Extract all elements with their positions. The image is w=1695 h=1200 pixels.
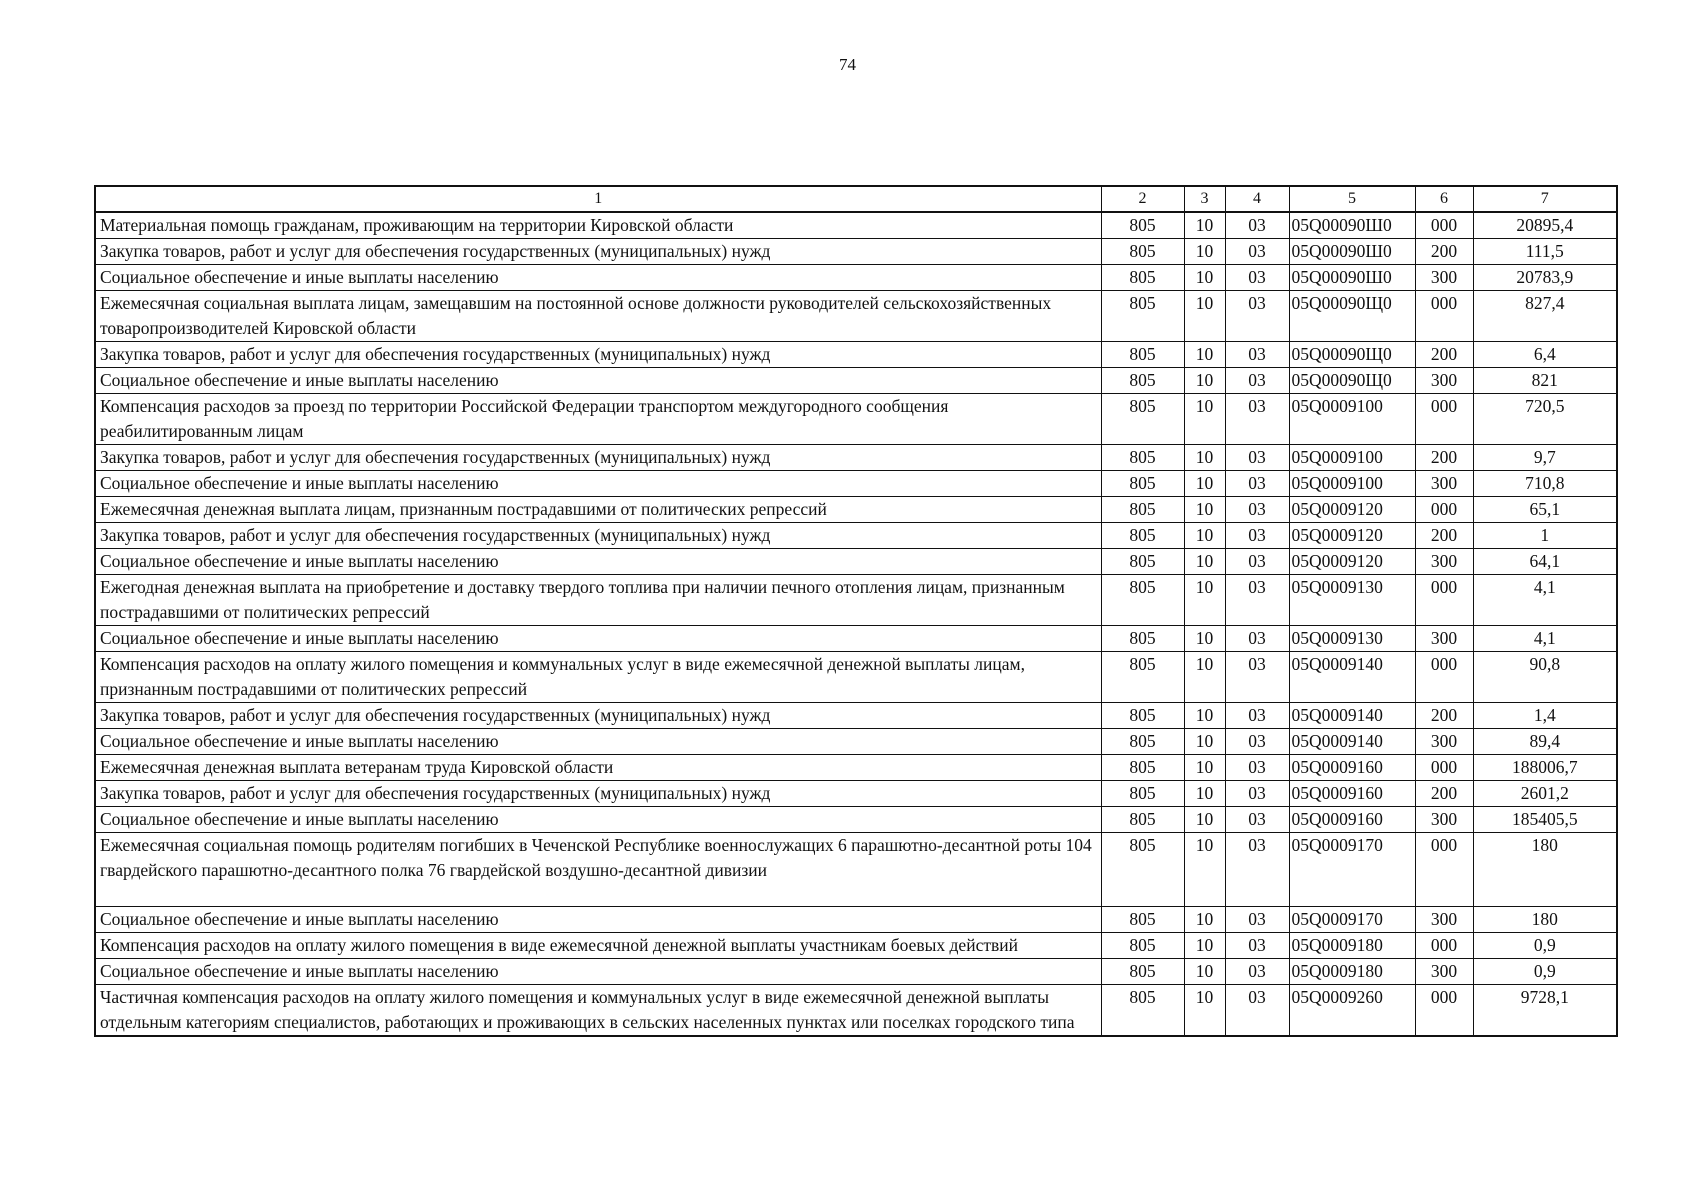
expense-name-cell: Закупка товаров, работ и услуг для обеспечения государственных (муниципальных) нужд — [95, 703, 1101, 729]
target-article-cell: 05Q0009120 — [1289, 497, 1415, 523]
expense-name-cell: Закупка товаров, работ и услуг для обеспечения государственных (муниципальных) нужд — [95, 445, 1101, 471]
subsection-code-cell: 03 — [1225, 755, 1289, 781]
subsection-code-cell: 03 — [1225, 471, 1289, 497]
target-article-cell: 05Q0009100 — [1289, 471, 1415, 497]
expense-type-cell: 200 — [1415, 342, 1473, 368]
subsection-code-cell: 03 — [1225, 575, 1289, 626]
expense-type-cell: 000 — [1415, 755, 1473, 781]
expense-name-cell: Частичная компенсация расходов на оплату жилого помещения и коммунальных услуг в виде ежемесячной денежной выплаты отдельным категориям специалистов, работающих и проживающих в сельских населенных пунктах или поселках городского типа — [95, 985, 1101, 1037]
expense-type-cell: 200 — [1415, 523, 1473, 549]
section-code-cell: 10 — [1184, 471, 1225, 497]
subsection-code-cell: 03 — [1225, 833, 1289, 907]
table-row — [95, 729, 1617, 755]
subsection-code-cell: 03 — [1225, 959, 1289, 985]
amount-cell: 9728,1 — [1473, 985, 1617, 1037]
department-code-cell: 805 — [1101, 985, 1184, 1037]
column-header: 1 — [95, 186, 1101, 212]
expense-type-cell: 300 — [1415, 265, 1473, 291]
target-article-cell: 05Q00090Ш0 — [1289, 239, 1415, 265]
department-code-cell: 805 — [1101, 807, 1184, 833]
department-code-cell: 805 — [1101, 907, 1184, 933]
table-row — [95, 497, 1617, 523]
expense-name-cell: Социальное обеспечение и иные выплаты населению — [95, 807, 1101, 833]
expense-type-cell: 000 — [1415, 652, 1473, 703]
table-header-row — [95, 186, 1617, 212]
department-code-cell: 805 — [1101, 549, 1184, 575]
target-article-cell: 05Q0009140 — [1289, 652, 1415, 703]
table-row — [95, 755, 1617, 781]
amount-cell: 20895,4 — [1473, 212, 1617, 239]
subsection-code-cell: 03 — [1225, 807, 1289, 833]
amount-cell: 65,1 — [1473, 497, 1617, 523]
table-row — [95, 703, 1617, 729]
section-code-cell: 10 — [1184, 626, 1225, 652]
expense-name-cell: Социальное обеспечение и иные выплаты населению — [95, 471, 1101, 497]
section-code-cell: 10 — [1184, 933, 1225, 959]
amount-cell: 821 — [1473, 368, 1617, 394]
department-code-cell: 805 — [1101, 755, 1184, 781]
expense-type-cell: 000 — [1415, 394, 1473, 445]
section-code-cell: 10 — [1184, 959, 1225, 985]
subsection-code-cell: 03 — [1225, 265, 1289, 291]
expense-type-cell: 000 — [1415, 575, 1473, 626]
section-code-cell: 10 — [1184, 985, 1225, 1037]
department-code-cell: 805 — [1101, 291, 1184, 342]
expense-name-cell: Закупка товаров, работ и услуг для обеспечения государственных (муниципальных) нужд — [95, 342, 1101, 368]
section-code-cell: 10 — [1184, 833, 1225, 907]
expense-name-cell: Компенсация расходов на оплату жилого помещения и коммунальных услуг в виде ежемесячной денежной выплаты лицам, признанным пострадавшими от политических репрессий — [95, 652, 1101, 703]
amount-cell: 2601,2 — [1473, 781, 1617, 807]
target-article-cell: 05Q0009180 — [1289, 959, 1415, 985]
department-code-cell: 805 — [1101, 833, 1184, 907]
department-code-cell: 805 — [1101, 497, 1184, 523]
table-row — [95, 807, 1617, 833]
department-code-cell: 805 — [1101, 265, 1184, 291]
target-article-cell: 05Q0009160 — [1289, 755, 1415, 781]
subsection-code-cell: 03 — [1225, 291, 1289, 342]
amount-cell: 20783,9 — [1473, 265, 1617, 291]
subsection-code-cell: 03 — [1225, 729, 1289, 755]
subsection-code-cell: 03 — [1225, 497, 1289, 523]
section-code-cell: 10 — [1184, 368, 1225, 394]
amount-cell: 1 — [1473, 523, 1617, 549]
table-row — [95, 781, 1617, 807]
table-row — [95, 212, 1617, 239]
section-code-cell: 10 — [1184, 497, 1225, 523]
amount-cell: 188006,7 — [1473, 755, 1617, 781]
amount-cell: 6,4 — [1473, 342, 1617, 368]
table-row — [95, 471, 1617, 497]
amount-cell: 180 — [1473, 833, 1617, 907]
budget-table — [94, 185, 1618, 1037]
expense-name-cell: Ежемесячная денежная выплата лицам, признанным пострадавшими от политических репрессий — [95, 497, 1101, 523]
amount-cell: 710,8 — [1473, 471, 1617, 497]
expense-name-cell: Социальное обеспечение и иные выплаты населению — [95, 265, 1101, 291]
target-article-cell: 05Q0009160 — [1289, 781, 1415, 807]
amount-cell: 64,1 — [1473, 549, 1617, 575]
table-row — [95, 523, 1617, 549]
expense-type-cell: 300 — [1415, 471, 1473, 497]
target-article-cell: 05Q0009130 — [1289, 575, 1415, 626]
table-row — [95, 394, 1617, 445]
target-article-cell: 05Q0009120 — [1289, 549, 1415, 575]
section-code-cell: 10 — [1184, 342, 1225, 368]
expense-type-cell: 300 — [1415, 729, 1473, 755]
subsection-code-cell: 03 — [1225, 342, 1289, 368]
subsection-code-cell: 03 — [1225, 703, 1289, 729]
subsection-code-cell: 03 — [1225, 781, 1289, 807]
subsection-code-cell: 03 — [1225, 212, 1289, 239]
subsection-code-cell: 03 — [1225, 652, 1289, 703]
column-header: 2 — [1101, 186, 1184, 212]
section-code-cell: 10 — [1184, 445, 1225, 471]
section-code-cell: 10 — [1184, 394, 1225, 445]
column-header: 6 — [1415, 186, 1473, 212]
expense-type-cell: 300 — [1415, 549, 1473, 575]
table-row — [95, 575, 1617, 626]
expense-name-cell: Социальное обеспечение и иные выплаты населению — [95, 368, 1101, 394]
amount-cell: 827,4 — [1473, 291, 1617, 342]
expense-type-cell: 000 — [1415, 833, 1473, 907]
subsection-code-cell: 03 — [1225, 523, 1289, 549]
amount-cell: 0,9 — [1473, 959, 1617, 985]
table-row — [95, 445, 1617, 471]
target-article-cell: 05Q0009130 — [1289, 626, 1415, 652]
amount-cell: 111,5 — [1473, 239, 1617, 265]
amount-cell: 1,4 — [1473, 703, 1617, 729]
table-body — [95, 186, 1617, 1036]
table-row — [95, 907, 1617, 933]
expense-type-cell: 300 — [1415, 626, 1473, 652]
expense-name-cell: Ежегодная денежная выплата на приобретение и доставку твердого топлива при наличии печного отопления лицам, признанным пострадавшими от политических репрессий — [95, 575, 1101, 626]
section-code-cell: 10 — [1184, 781, 1225, 807]
table-row — [95, 652, 1617, 703]
table-row — [95, 933, 1617, 959]
expense-type-cell: 000 — [1415, 985, 1473, 1037]
department-code-cell: 805 — [1101, 471, 1184, 497]
table-row — [95, 549, 1617, 575]
section-code-cell: 10 — [1184, 523, 1225, 549]
column-header: 5 — [1289, 186, 1415, 212]
table-row — [95, 291, 1617, 342]
section-code-cell: 10 — [1184, 652, 1225, 703]
column-header: 7 — [1473, 186, 1617, 212]
target-article-cell: 05Q0009180 — [1289, 933, 1415, 959]
section-code-cell: 10 — [1184, 291, 1225, 342]
expense-name-cell: Компенсация расходов за проезд по территории Российской Федерации транспортом междугородного сообщения реабилитированным лицам — [95, 394, 1101, 445]
department-code-cell: 805 — [1101, 394, 1184, 445]
target-article-cell: 05Q0009160 — [1289, 807, 1415, 833]
subsection-code-cell: 03 — [1225, 445, 1289, 471]
expense-type-cell: 300 — [1415, 807, 1473, 833]
target-article-cell: 05Q0009120 — [1289, 523, 1415, 549]
department-code-cell: 805 — [1101, 729, 1184, 755]
section-code-cell: 10 — [1184, 807, 1225, 833]
expense-type-cell: 000 — [1415, 291, 1473, 342]
amount-cell: 89,4 — [1473, 729, 1617, 755]
department-code-cell: 805 — [1101, 703, 1184, 729]
section-code-cell: 10 — [1184, 729, 1225, 755]
amount-cell: 90,8 — [1473, 652, 1617, 703]
expense-type-cell: 300 — [1415, 959, 1473, 985]
department-code-cell: 805 — [1101, 959, 1184, 985]
target-article-cell: 05Q0009100 — [1289, 445, 1415, 471]
section-code-cell: 10 — [1184, 703, 1225, 729]
target-article-cell: 05Q00090Ш0 — [1289, 265, 1415, 291]
department-code-cell: 805 — [1101, 239, 1184, 265]
table-row — [95, 959, 1617, 985]
section-code-cell: 10 — [1184, 575, 1225, 626]
expense-type-cell: 300 — [1415, 907, 1473, 933]
amount-cell: 185405,5 — [1473, 807, 1617, 833]
target-article-cell: 05Q0009170 — [1289, 907, 1415, 933]
target-article-cell: 05Q0009100 — [1289, 394, 1415, 445]
department-code-cell: 805 — [1101, 652, 1184, 703]
column-header: 4 — [1225, 186, 1289, 212]
section-code-cell: 10 — [1184, 907, 1225, 933]
amount-cell: 4,1 — [1473, 626, 1617, 652]
table-row — [95, 368, 1617, 394]
subsection-code-cell: 03 — [1225, 907, 1289, 933]
department-code-cell: 805 — [1101, 575, 1184, 626]
section-code-cell: 10 — [1184, 265, 1225, 291]
expense-name-cell: Социальное обеспечение и иные выплаты населению — [95, 549, 1101, 575]
target-article-cell: 05Q0009260 — [1289, 985, 1415, 1037]
section-code-cell: 10 — [1184, 549, 1225, 575]
table-row — [95, 342, 1617, 368]
target-article-cell: 05Q00090Щ0 — [1289, 368, 1415, 394]
department-code-cell: 805 — [1101, 781, 1184, 807]
expense-name-cell: Закупка товаров, работ и услуг для обеспечения государственных (муниципальных) нужд — [95, 781, 1101, 807]
target-article-cell: 05Q00090Щ0 — [1289, 342, 1415, 368]
department-code-cell: 805 — [1101, 523, 1184, 549]
section-code-cell: 10 — [1184, 239, 1225, 265]
expense-type-cell: 000 — [1415, 933, 1473, 959]
target-article-cell: 05Q00090Щ0 — [1289, 291, 1415, 342]
expense-name-cell: Закупка товаров, работ и услуг для обеспечения государственных (муниципальных) нужд — [95, 523, 1101, 549]
department-code-cell: 805 — [1101, 368, 1184, 394]
expense-name-cell: Ежемесячная социальная помощь родителям погибших в Чеченской Республике военнослужащих 6 парашютно-десантной роты 104 гвардейского парашютно-десантного полка 76 гвардейской воздушно-десантной дивизии — [95, 833, 1101, 907]
expense-name-cell: Социальное обеспечение и иные выплаты населению — [95, 626, 1101, 652]
expense-name-cell: Ежемесячная денежная выплата ветеранам труда Кировской области — [95, 755, 1101, 781]
expense-type-cell: 200 — [1415, 239, 1473, 265]
expense-name-cell: Социальное обеспечение и иные выплаты населению — [95, 907, 1101, 933]
expense-name-cell: Материальная помощь гражданам, проживающим на территории Кировской области — [95, 212, 1101, 239]
expense-name-cell: Ежемесячная социальная выплата лицам, замещавшим на постоянной основе должности руководителей сельскохозяйственных товаропроизводителей Кировской области — [95, 291, 1101, 342]
expense-type-cell: 200 — [1415, 781, 1473, 807]
expense-type-cell: 200 — [1415, 445, 1473, 471]
table-row — [95, 985, 1617, 1037]
department-code-cell: 805 — [1101, 342, 1184, 368]
column-header: 3 — [1184, 186, 1225, 212]
expense-type-cell: 000 — [1415, 212, 1473, 239]
table-row — [95, 833, 1617, 907]
expense-name-cell: Социальное обеспечение и иные выплаты населению — [95, 959, 1101, 985]
department-code-cell: 805 — [1101, 626, 1184, 652]
section-code-cell: 10 — [1184, 212, 1225, 239]
department-code-cell: 805 — [1101, 212, 1184, 239]
subsection-code-cell: 03 — [1225, 394, 1289, 445]
expense-type-cell: 300 — [1415, 368, 1473, 394]
amount-cell: 180 — [1473, 907, 1617, 933]
expense-name-cell: Социальное обеспечение и иные выплаты населению — [95, 729, 1101, 755]
target-article-cell: 05Q00090Ш0 — [1289, 212, 1415, 239]
target-article-cell: 05Q0009140 — [1289, 703, 1415, 729]
expense-name-cell: Компенсация расходов на оплату жилого помещения в виде ежемесячной денежной выплаты участникам боевых действий — [95, 933, 1101, 959]
table-row — [95, 239, 1617, 265]
amount-cell: 4,1 — [1473, 575, 1617, 626]
expense-type-cell: 000 — [1415, 497, 1473, 523]
department-code-cell: 805 — [1101, 933, 1184, 959]
page-number: 74 — [839, 55, 856, 74]
subsection-code-cell: 03 — [1225, 626, 1289, 652]
subsection-code-cell: 03 — [1225, 368, 1289, 394]
table-row — [95, 265, 1617, 291]
subsection-code-cell: 03 — [1225, 985, 1289, 1037]
subsection-code-cell: 03 — [1225, 239, 1289, 265]
amount-cell: 720,5 — [1473, 394, 1617, 445]
expense-name-cell: Закупка товаров, работ и услуг для обеспечения государственных (муниципальных) нужд — [95, 239, 1101, 265]
section-code-cell: 10 — [1184, 755, 1225, 781]
subsection-code-cell: 03 — [1225, 933, 1289, 959]
amount-cell: 9,7 — [1473, 445, 1617, 471]
subsection-code-cell: 03 — [1225, 549, 1289, 575]
target-article-cell: 05Q0009170 — [1289, 833, 1415, 907]
expense-type-cell: 200 — [1415, 703, 1473, 729]
amount-cell: 0,9 — [1473, 933, 1617, 959]
table-row — [95, 626, 1617, 652]
department-code-cell: 805 — [1101, 445, 1184, 471]
target-article-cell: 05Q0009140 — [1289, 729, 1415, 755]
